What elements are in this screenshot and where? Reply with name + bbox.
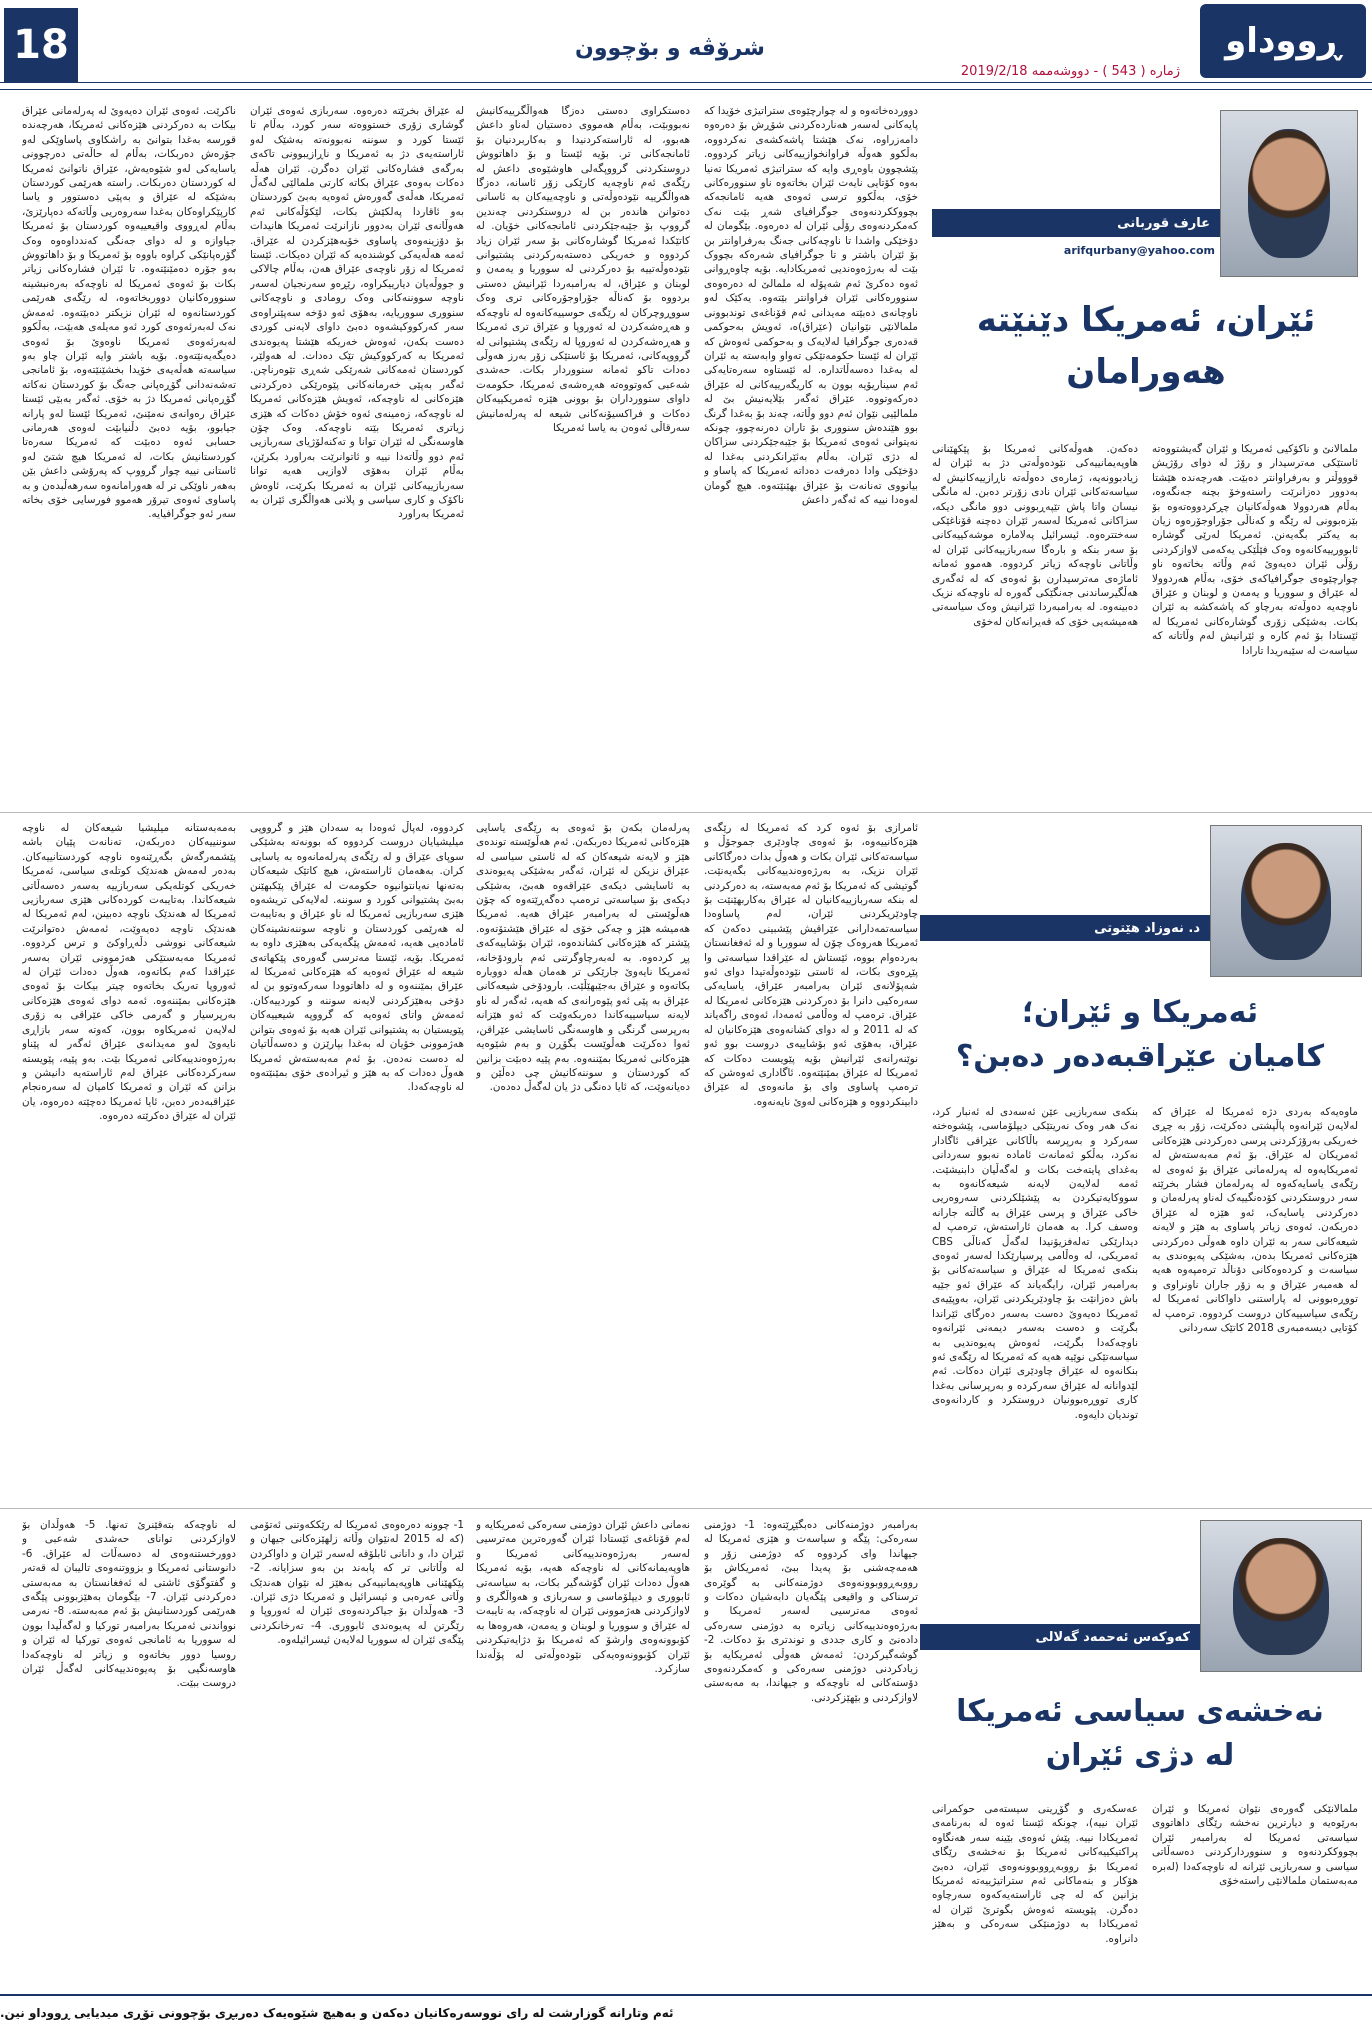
header-rule — [0, 82, 1372, 90]
author-photo — [1210, 825, 1362, 977]
author-email[interactable]: arifqurbany@yahoo.com — [1063, 244, 1215, 257]
author-face-icon — [1241, 843, 1331, 960]
footer-disclaimer — [0, 1994, 1372, 2030]
article-column: ملمالانێ و ناکۆکیی ئەمریکا و ئێران گەیشتووەتە ئاستێکی مەترسیدار و رۆژ لە دوای رۆژیش قوووڵتر و بەرفراوانتر دەبێت. هەرچەندە هێشتا بەدوور دەزانرێت راستەوخۆ بچنە جەنگەوە، بەڵام هەردوولا هەوڵەکانیان چڕکردووەتەوە بۆ بێزەبوونی لە رێگە و کەناڵی جۆراوجۆرەوە زیان بە یەکتر بگەیەنن. ئەمریکا لەرێی گوشارە ئابوورییەکانەوە وەک فێڵێکی یەکەمی لاوازکردنی رۆڵی ئێران دەیەوێ ئەم وڵاتە بخاتەوە ناو چوارچێوەی جوگرافیاکەی خۆی، بەڵام هەردوولا لە عێراق و سووریا و یەمەن و لوبنان و عێراق ناوچەیە دەوڵەتە بەرچاو کە پاشەکشە بە ئێران بکات. بەشێکی زۆری گوشارەکانی ئەمریکا لە ئێستادا بۆ ئەم کارە و ئێرانیش لەم وڵاتانە کە سیاسەت لە سێبەریدا تارادا — [1152, 443, 1358, 657]
headline-line-1: ئەمریکا و ئێران؛ — [1021, 995, 1259, 1030]
author-name: د. نەوزاد هێتوتی — [920, 915, 1210, 941]
headline-line-1: نەخشەی سیاسی ئەمریکا — [956, 1694, 1324, 1729]
article-column: بەمەبەستانە میلیشیا شیعەکان لە ناوچە سوننییەکان دەربکەن، تەنانەت پێیان باشە پێشمەرگەش بگەڕێنەوە ناوچە کوردستانییەکان. بەدەر لەمەش هەندێک کوتلەی سیاسی، ئەمریکا خەریکی کوتلەیکی سەربازییە بەسەر دەسەڵاتی شیعەکاندا. بەتایبەت کوردەکانی هێزی سەربازیی ئەمریکا لە هەندێک ناوچە دەبینن، لەم ئەمریکا لە هەندێک ناوچە دەیەوێت، ئەمەش دەتوانرێت شیعەکانی نووشی دڵەڕاوکێ و ترس کردووە. ئەمریکا مەبەستێکی هەژموونی ئێران بەسەر عێراقدا کەم بکاتەوە، هەوڵ دەدات ئێران لە ئەوروپا تەریک بخاتەوە چیتر بیکات بۆ ئەوەی هێزەکانی بمێننەوە. ئەمە دوای ئەوەی هێزەکانی بەرپرسیار و گەرمی خاکی عێراقی بە زۆری لەلایەن ئەمریکاوە بوون، کەوتە سەر بازاڕی نایەوێ لەو مەیدانەی عێراق ئەگەر لە پێناو بەرژەوەندییەکانی ئەمریکا بێت. بەو پێیە، پێویستە سەرکردەکانی عێراق لەم ئاراستەیە دانیشن و بزانن کە ئێران و ئەمریکا کامیان لە سەرەنجام عێراقبەدەر دەبن، ئایا ئەمریکا دەچێتە دەرەوە، یان ئێران لە عێراق دەکرێتە دەرەوە. — [22, 822, 236, 1123]
author-face-icon — [1233, 1538, 1329, 1655]
article-2 — [0, 815, 1372, 1505]
author-name: عارف قوربانی — [932, 209, 1220, 237]
article-column: ملمالانێکی گەورەی نێوان ئەمریکا و ئێران بەرێوەیە و دیارترین نەخشە رێگای داهاتووی سیاسەتی ئەمریکا لە بەرامبەر ئێران بچووککردنەوە و سنووردارکردنی دەسەڵاتی سیاسی و سەربازیی ئێرانە لە ناوچەکەدا (لەبرە مەبەستمان ملمالانێی راستەخۆی — [1152, 1803, 1358, 1888]
brand-logo — [1200, 4, 1366, 78]
article-column: بەرامبەر دوژمنەکانی دەبگێڕێتەوە: 1- دوژمنی سەرەکی: پێگە و سیاسەت و هێزی ئەمریکا لە جیهاندا وای کردووە کە دوژمنی زۆر و هەمەچەشنی بۆ پەیدا ببێ، ئەمریکاش بۆ رووبەڕووبوونەوەی دوژمنەکانی بە گوێرەی ترسناکی و واقیعی پێگەیان دابەشیان دەکات و ئەوەی مەترسیی لەسەر ئەمریکا و بەرژەوەندییەکانی زیاترە بە دوژمنی سەرەکی دادەنێ و کاری جددی و توندتری بۆ دەکات. 2- گوشەگیرکردن: ئەمەش هەوڵی ئەمریکایە بۆ زیادکردنی دوژمنی سەرەکی و کەمکردنەوەی دۆستەکانی لە ناوچەکە و جیهاندا، بە مەبەستی لاوازکردنی و بێهێزکردنی. — [704, 1519, 918, 1704]
article-column: پەرلەمان بکەن بۆ ئەوەی بە رێگەی یاسایی هێزەکانی ئەمریکا دەربکەن. ئەم هەڵوێستە توندەی هێز و لایەنە شیعەکان کە لە ئاستی سیاسی لە عێراق نزیکن لە ئێران، ئەگەر بەشێکی پەیوەندی بە ئاسایشی دیکەی عێراقەوە هەبێ، بەشێکی دیکەی بۆ سیاسەتی ترەمپ دەگەڕێتەوە کە چۆن هەڵوێستی لە بەرامبەر عێراق هەیە. ئەمریکا هەمیشە هێز و چەکی خۆی لە عێراق هێشتۆتەوە. پێشتر کە هێزەکانی کشاندەوە، ئێران بۆشاییەکەی پڕ کردەوە. بە لەبەرچاوگرتنی ئەم بارودۆخانە، ئەمریکا نایەوێ جارێکی تر هەمان هەڵە دووبارە بکاتەوە و عێراق بەجێبهێڵێت. بارودۆخی شیعەکانی عێراق بە پێی ئەو پێوەرانەی کە هەیە، ئەگەر لە ناو لایەنە سیاسییەکاندا دەربکەوێت کە ئەو هێزانە بەرپرسی گرنگی و هاوسەنگی ئاسایشی عێراقن، ئەوا دەکرێت هەڵوێست بگۆڕن و بەم شێوەیە هێزەکانی ئەمریکا بمێننەوە. بەم پێیە دەبێت بزانین کە کوردستان و سوننەکانیش چی دەڵێن و دەیانەوێت، کە ئایا دەنگی دژ یان لەگەڵ دەدەن. — [476, 822, 690, 1094]
article-column: ئامرازی بۆ ئەوە کرد کە ئەمریکا لە رێگەی هێزەکانییەوە، بۆ ئەوەی چاودێری جموجۆڵ و سیاسەتەکانی ئێران بکات و هەوڵ بدات دەرگاکانی ئێران نزیک، بە بەرژەوەندییەکانی بگەیەنێت. گوتیشی کە ئەمریکا بۆ ئەم مەبەستە، بە دەرکردنی لە بنکە سەربازییەکانیان لە عێراق بەکاربهێنێت بۆ چاودێریکردنی ئێران، لەم پاساوەدا سیاسەتمەدارانی عێراقیش پێشبینی دەکەن کە ئەمریکا هەروەک چۆن لە سووریا و لە ئەفغانستان بەردەوام بووە، ئێستاش لە عێراقدا سیاسەتی وا پێڕەوی بکات، لە ئاستی نێودەوڵەتیدا دوای ئەو شەپۆلانەی ئێران بەرامبەر عێراق، یاسایەکی سەرەکیی دانرا بۆ دەرکردنی هێزەکانی ئەمریکا لە عێراق. ترەمپ لە وەڵامی ئەمەدا، ئەوەی راگەیاند کە لە 2011 و لە دوای کشانەوەی هێزەکانیان لە عێراق، بەهۆی ئەو بۆشاییەی دروست بوو ئەو نوێنەرانەی ئێرانیش بۆیە پێویست دەکات کە ئەمریکا لە عێراق بمێنێتەوە. ئاگاداری ئەوەشن کە ترەمپ پاساوی وای بۆ مانەوەی لە عێراق دابینکردووە و هێزەکانی لەوێ نایەنەوە. — [704, 822, 918, 1108]
article-column: دەستکراوی دەستی دەزگا هەواڵگرییەکانیش نەبووبێت، بەڵام هەمووی دەستیان لەناو داعش هەبوو، لە ئاراستەکردنیدا و بەکاربردنیان بۆ ئامانجەکانی تر. بۆیە ئێستا و بۆ داهاتووش دروستکردنی گرووپگەلی هاوشێوەی داعش لە رێگەی ئەم ناوچەیە کارێکی زۆر ئاسانە، دەزگا هەواڵگرییە نێودەوڵەتی و ناوچەییەکان بە ئاسانی دەتوانن هاندەر بن لە دروستکردنی چەندین گرووپ بۆ جێبەجێکردنی ئامانجەکانی خۆیان. لە کاتێکدا ئەمریکا گوشارەکانی بۆ سەر ئێران زیاد کردووە و خەریکی دەستەبەرکردنی پشتیوانی نێودەوڵەتییە بۆ دەرکردنی لە سووریا و یەمەن و لوبنان و عێراق، لە بەرامبەردا ئێرانیش دەستی بردووە بۆ کەناڵە جۆراوجۆرەکانی تری وەک سووڕوچرکان لە رێگەی حوسییەکانەوە لە ناوچەکە و هەڕەشەکردن لە ئەوروپا و عێراق تری ئەمریکا و هەڕەشەکردن لە ئەوروپا لە رێگەی پشتیوانی لە گرووپەکانی، ئەمریکا بۆ ئاستێکی زۆر بەرز هەوڵی دەدات تاکو ئەمانە سنووردار بکات. حەشدی شەعبی کەوتووەتە هەڕەشەی ئەمریکا، حکومەت داوای سنوورداران بۆ بوونی هێزە ئەمریکییەکان دەکات و فراکسیۆنەکانی شیعە لە پەرلەمانیش سەرقاڵی ئەوەن بە یاسا ئەمریکا — [476, 105, 690, 434]
article-1 — [0, 92, 1372, 807]
headline-line-2: لە دژی ئێران — [1045, 1738, 1235, 1773]
section-divider — [0, 1508, 1372, 1509]
author-face-icon — [1248, 129, 1330, 258]
article-column: 1- چوونە دەرەوەی ئەمریکا لە رێککەوتنی ئەتۆمی (کە لە 2015 لەنێوان وڵاتە زلهێزەکانی جیهان و ئێران دا، و دانانی ئابلۆقە لەسەر ئێران و داواکردن لە وڵاتانی تر کە پابەند بن بەو سزایانە. 2- پێکهێنانی هاوپەیمانییەکی بەهێز لە نێوان هەندێک وڵاتی عەرەبی و ئیسرائیل و ئەمریکا دژی ئێران. 3- هەوڵدان بۆ جیاکردنەوەی ئێران لە ئەوروپا و رێگرتن لە پەیوەندی ئابووری. 4- تەرخانکردنی پێگەی ئێران لە سووریا لەلایەن ئیسرائیلەوە. — [250, 1519, 464, 1647]
author-name: کەوکەس ئەحمەد گەلالی — [920, 1624, 1200, 1650]
page-number: 18 — [4, 8, 78, 82]
headline-line-2: هەورامان — [1066, 352, 1226, 392]
article-column: ماوەیەکە بەردی دژە ئەمریکا لە عێراق کە لەلایەن ئێرانەوە پاڵپشتی دەکرێت، زۆر بە چڕی خەریکی بەرۆژکردنی پرسی دەرکردنی هێزەکانی ئەمریکان لە عێراق. بۆ ئەم مەبەستەش لە ئەمریکایەوە لە پەرلەمانی عێراق بۆ ئەوەی لە رێگەی یاسایەکەوە لە پەرلەمان فشار بخرێتە سەر دروستکردنی کۆدەنگییەک لەناو پەرلەمان و دەرکردنی یاسایەک، ئەو هێزە لە عێراق دەربکەن. ئەوەی زیاتر پاساوی بە هێز و لایەنە شیعەکانی سەر بە ئێران داوە هەوڵی دەرکردنی هێزەکانی ئەمریکا بدەن، بەشێکی پەیوەندی بە سیاسەت و کردەوەکانی دۆناڵد ترەمپەوە هەیە لە هەمبەر عێراق و بە زۆر جاران ناونراوی و تووڕەبوونی لە پاراستنی داواکانی ئەمریکا لە رێگەی سیاسییەکان دروست کردووە. ترەمپ لە کۆتایی دیسەمبەری 2018 کاتێک سەردانی — [1152, 1106, 1358, 1335]
page-header — [0, 0, 1372, 88]
article-3 — [0, 1512, 1372, 1990]
issue-info: ژمارە ( 543 ) - دووشەممە 2019/2/18 — [960, 64, 1180, 79]
disclaimer-text: ئەم وتارانە گوزارشت لە رای نووسەرەکانیان دەکەن و بەهیچ شێوەیەک دەربڕی بۆچوونی تۆڕی میدیایی ڕووداو نین. — [0, 2006, 674, 2020]
article-column: کردووە، لەپاڵ ئەوەدا بە سەدان هێز و گرووپی میلیشیایان دروست کردووە کە بوونەتە بەشێکی سوپای عێراق و لە رێگەی پەرلەمانەوە بە یاسایی کران. بەهەمان ئاراستەش، هیچ کاتێک شیعەکان بەتەنها نەیانتوانیوە حکومەت لە عێراق پێکبهێنن بەبێ پشتیوانی کورد و سوننە. لەلایەکی تریشەوە هێزی سەربازیی ئەمریکا لە ناو عێراق و بەتایبەت لە هەرێمی کوردستان و ناوچە سوننەنشینەکان ئامادەیی هەیە، ئەمەش پێگەیەکی بەهێزی داوە بە ئەمریکا. بۆیە، ئێستا مەترسی گەورەی پێکهاتەی شیعە لە عێراق ئەوەیە کە هێزەکانی ئەمریکا لە عێراق بمێننەوە و لە داهاتوودا سەرکەوتوو بن لە دۆخی بەهێزکردنی لایەنە سوننە و کوردییەکان. ئەمەش واتای ئەوەیە کە گرووپە شیعییەکان پێویستیان بە پشتیوانی ئێران هەیە بۆ ئەوەی بتوانن هەژموونی خۆیان لە بەغدا بپارێزن و دەسەڵاتیان لە دەست نەدەن. بۆ ئەم مەبەستەش ئەمریکا هەوڵ دەدات کە بە هێز و ئیرادەی خۆی بمێنێتەوە لە ناوچەکەدا. — [250, 822, 464, 1094]
author-photo — [1200, 1520, 1362, 1672]
article-column: دەکەن. هەوڵەکانی ئەمریکا بۆ پێکهێنانی هاوپەیمانییەکی نێودەوڵەتی دژ بە ئێران لە زیادبوونەیە، ژمارەی دەوڵەتە ناڕازییەکانیش لە سیاسەتەکانی ئێران نادی زۆرتر دەبن. لە مانگی نیسان واتا پاش تێپەڕبوونی دوو مانگی دیکە، سزاکانی ئەمریکا لەسەر ئێران دەچنە قۆناغێکی سەختترەوە. ئیسرائیل پەلامارە موشەکییەکانی بۆ سەر بنکە و بارەگا سەربازییەکانی ئێران لە وڵاتانی ناوچەکە زیاتر کردووە. هەموو ئەمانە ئاماژەی مەترسیدارن بۆ ئەوەی کە لە ئەگەری هەڵگیرساندنی جەنگێکی گەورە لە ناوچەکە نزیک دەبینەوە. لە بەرامبەردا ئێرانیش وەک سیاسەتی هەمیشەیی خۆی کە قەیرانەکان لەخۆی — [932, 443, 1138, 628]
section-divider — [0, 812, 1372, 813]
article-column: عەسکەری و گۆڕینی سیستەمی حوکمرانی ئێران نییە)، چونکە ئێستا ئەوە لە بەرنامەی ئەمریکادا نییە. پێش ئەوەی بێینە سەر هەنگاوە پراکتیکییەکانی ئەمریکا بۆ نەخشەی رێگای ئەمریکا بۆ رووبەڕووبوونەوەی ئێران، دەبێ هۆکار و بنەماکانی ئەم ستراتیژییەتە ئەمریکا بزانین کە لە چی ئاراستەیەکەوە سەرچاوە دەگرن. پێویستە ئەوەش بگوترێ ئێران لە ئەمریکادا بە دوژمنێکی سەرەکی و بەهێز دانراوە. — [932, 1803, 1138, 1945]
logo-text: ڕووداو — [1225, 21, 1341, 61]
article-column: لە عێراق بخرێتە دەرەوە. سەربازی ئەوەی ئێران گوشاری زۆری خستووەتە سەر کورد، بەڵام تا ئێستا کورد و سوننە نەبوونەتە بەشێک لەو ئاراستەیەی دژ بە ئەمریکا و ناڕازیبوونی تاکەی بەرگەی فشارەکانی ئێران دەگرن. ئێران هەڵە دەکات بەوەی عێراق بکاتە کارتی ملمالێی لەگەڵ ئەمریکا، هەڵەی گەورەش ئەوەیە بەبێ کوردستان بەو ئاقاردا پەلکێش بکات، لێکۆڵەکانی ئەم هەوڵانەی ئێران بەدوور نازانرێت ئەمریکا هانیدات بۆ دۆزینەوەی پاساوی خۆبەهێزکردن لە عێراق. ئەمە هەڵەیەکی کوشندەیە کە ئێران دەیکات. ئێستا ئەمریکا لە زۆر ناوچەی عێراق هەن، بەڵام چالاکی و جووڵەیان دیارییکراوە، رێڕەو سەرنجیان لەسەر ناوچە سووننەکانی وەک رومادی و ناوچەکانی سنووری سووریایە، بەهۆی ئەو دۆخە سەپێنراوەی سەر کەرکووکیشەوە دەبێ داوای لایەنی کوردی دەست بکەن، ئەوەش خەریکە هێشتا پەیوەندی ئەمریکا بە کەرکووکیش تێک دەدات. لە هەولێر، کوردستان ئەمەکانی شەرێکی شەڕی تێوەرناچن. ئەگەر بەپێی خەرمانەکانی پێوەرێکی دەرکردنی هێزەکانی لە ناوچەکە، ئەویش هێزەکانی ئەمریکا لە ناوچەکە، زەمینەی ئەوە خۆش دەکات کە هێزی زیاتری ئەمریکا بێتە ناوچەکە. وەک چۆن هاوسەنگی لە ئێران توانا و تەکنەلۆژیای سەربازیی ئەم دوو وڵاتەدا نییە و ئاتوانرێت بەراورد بکرێن، بەڵام ئێران بەهۆی لاوازیی هەیە توانا سەربازییەکانی ئێران بە ئەمریکا بکرێت، ئاوەش ناکۆک و کاری سیاسی و پلانی هەواڵگری ئێران بە ئەمریکا بەراورد — [250, 105, 464, 521]
headline-line-2: کامیان عێراقبەدەر دەبن؟ — [955, 1039, 1325, 1074]
article-column: بنکەی سەربازیی عێن ئەسەدی لە ئەنبار کرد، نەک هەر وەک نەریتێکی دیپلۆماسی، پێشوەختە سەرکرد و بەرپرسە باڵاکانی عێراقی ئاگادار نەکرد، بەڵکو ئەمانەت ئامادە نەبوو سەردانی بەغدای پایتەخت بکات و لەگەڵیان دابنیشێت. ئەمە لەلایەن لایەنە شیعەکانەوە بە سووکایەتیکردن بە پێشێلکردنی سەروەریی خاکی عێراق و پرسی عێراق بە گاڵتە جارانە وەسف کرا. بە هەمان ئاراستەش، ترەمپ لە دیدارێکی تەلەفزیۆنیدا لەگەڵ کەناڵی CBS ئەمریکی، لە وەڵامی پرسیارێکدا لەسەر ئەوەی بنکەی ئەمریکا لە عێراق و سیاسەتەکانی بۆ بەرامبەر ئێران، رایگەیاند کە عێراق ئەو جێیە باش دەزانێت بۆ چاودێریکردنی ئێران، بەوپێیەی ئەمریکا دەیەوێ دەست بەسەر دەرگای ئێراندا بگرێت و دەست بەسەر دیمەنی ئێرانەوە ناوچەکەدا بگرێت، ئەوەش پەیوەندیی بە سیاسەتێکی نوێیە هەیە کە ئەمریکا لە رێگەی ئەو بنکانەوە لە عێراق چاودێری ئێران دەکات. ئەم لێدوانانە لە عێراق سەرکردە و بەرپرسانی بەغدا کاری تووڕەبوونیان دروستکرد و کاردانەوەی توندیان دایەوە. — [932, 1106, 1138, 1421]
article-column: نەمانی داعش ئێران دوژمنی سەرەکی ئەمریکایە و لەم قۆناغەی ئێستادا ئێران گەورەترین مەترسیی لەسەر بەرژەوەندییەکانی ئەمریکا و هاوپەیمانەکانی لە ناوچەکە هەیە، بۆیە ئەمریکا هەوڵ دەدات ئێران گۆشەگیر بکات، بە سیاسەتی ئابووری و دیپلۆماسی و سەربازی و هەواڵگری و لاوازکردنی هەژموونی ئێران لە ناوچەکە، بە تایبەت لە عێراق و سووریا و لوبنان و یەمەن، هەروەها بە کۆبوونەوەی وارشۆ کە ئەمریکا بۆ دژایەتیکردنی ئێران کۆبوونەوەیەکی نێودەوڵەتی لە پۆڵەندا سازکرد. — [476, 1519, 690, 1676]
section-title: شرۆڤە و بۆچوون — [575, 36, 765, 61]
article-column: دووردەخاتەوە و لە چوارچێوەی ستراتیژی خۆیدا کە پایەکانی لەسەر هەناردەکردنی شۆڕش بۆ دەرەوە دامەزراوە، نەک هێشتا پاشەکشەی نەکردووە، بەڵکوو هەوڵە فراوانخوازییەکانی زیاتر کردووە. پێشچوون باوەڕی وایە کە ستراتیژی ئەمریکا تەنیا بەوە کۆتایی نایەت ئێران بخاتەوە ناو سنوورەکانی خۆی، بەڵکوو ترسی ئەوەی هەیە ئامانجەکە بچووککردنەوەی جوگرافیای شەڕ بێت نەک کەمکردنەوەی رۆڵی ئێران لە دەرەوە. بێگومان لە دۆخێکی واشدا تا ناوچەکانی جەنگ بەرفراوانتر بن بۆ ئێران باشتر و تا جوگرافیای شەرەکە بچووک بێت لە بەرژەوەندیی ئەمریکادایە. بۆیە چاوەڕوانی ئەوە دەکرێ ئەم شەپۆلە لە ملمالێ لە دەرەوەی سنوورەکانی ئێران فراوانتر بێتەوە. یەکێک لەو ناوچانەی دەبێتە مەیدانی ئەم قۆناغەی توندبوونی ملمالانێی نێوانیان (عێراق)ە، ئەویش بەحوکمی قەدەری جوگرافیا لەلایەک و بەحوکمی ئەوەش کە ئێران لە ئێستا حکومەتێکی تەواو وابەستە بە ئێران لە بەغدا دەسەڵاتدارە. لە ئێستاوە سەرەتایەکی ئەم سیناریۆیە بوون بە کاریگەرییەکانی لە عێراق دەرکەوتووە. عێراق ئەگەر بێلایەنیش بێ لە ملمالێیی نێوان ئەم دوو وڵاتە، چەند بۆ بەغدا گرنگ بوو هێندەش سنووری بۆ تاران دەرنەچوو، چونکە نەیتوانی ئەوەی ئەمریکا بۆ جێبەجێکردنی سزاکان لە دژی ئێران. بەڵام بەئێرانکردنی بەغدا لە دۆخێکی وادا دەرفەت دەداتە ئەمریکا کە پاساو و بیانووی تەنانەت بۆ عێراق بهێنێتەوە. هیچ گومان لەوەدا نییە کە ئەگەر داعش — [704, 105, 918, 506]
article-column: لە ناوچەکە بتەقێنرێ تەنها. 5- هەوڵدان بۆ لاوازکردنی توانای حەشدی شەعبی و دوورخستنەوەی لە دەسەڵات لە عێراق. 6- دانوستانی ئەمریکا و بزووتنەوەی تالیبان لە قەتەر و گفتوگۆی ئاشتی لە ئەفغانستان بە مەبەستی دەرکردنی ئێران. 7- بێگومان بەهێزبوونی پێگەی هەرێمی کوردستانیش بۆ ئەم مەبەستە. 8- نەرمی نوواندنی ئەمریکا بەرامبەر تورکیا و لەگەڵیدا بوون لە سووریا بە ئامانجی ئەوەی تورکیا لە ئێران و روسیا دوور بخاتەوە و زیاتر لە ناوچەکەدا هاوسەنگیی بۆ پەیوەندییەکانی لەگەڵ ئێران دروست ببێت. — [22, 1519, 236, 1690]
headline-line-1: ئێران، ئەمریکا دێنێتە — [976, 300, 1316, 340]
article-column: ناکرێت. ئەوەی ئێران دەیەوێ لە پەرلەمانی عێراق بیکات بە دەرکردنی هێزەکانی ئەمریکا، هەرچەندە قورسە بەغدا بتوانێ بە راشکاوی پاساوێکی لەو جۆرەش دەربکات، بەڵام لە حاڵەتی دەرچوونی یاسایەکی لەو شێوەیەش، عێراق ناتوانێ ئەمریکا لە کوردستان دەربکات. راستە هەرێمی کوردستان بەشێکە لە عێراق و بەپێی دەستوور و یاسا کارپێکراوەکان بەغدا سەروەریی وڵاتەکە دەپارێزێ، بەڵام لەڕووی واقیعییەوە کوردستان بۆ ئەمریکا جیاوازە و لە دوای جەنگی کەندداوەوە وەک گۆرەپانێکی کراوە باووە بۆ ئەمریکا و بۆ داهاتووش بەو جۆرە دەمێنێتەوە. تا ئێران فشارەکانی زیاتر بکات بۆ ئەوەی ئەمریکا لە ناوچەکە بەرەنبشینە سنوورەکانیان دووربخاتەوە، لە رێگەی هەرێمی کوردستانەوە لە ئێران نزیکتر دەبێتەوە. ئەمەش نەک لەبەرئەوەی کورد ئەو مەیلەی هەبێت، بەڵکوو لەبەرئەوەی ئەمریکا ناوەوێ بۆ ئەوەی دەیگەیەنێتەوە. بۆیە باشتر وایە ئێران چاو بەو سیاسەتە هەڵەیەی خۆیدا بخشێنێتەوە، بۆ ئامانجی تەشەنەدانی گۆڕەپانی جەنگ بۆ کوردستان نەکاتە گۆڕەپانی ئەمریکا دژ بە خۆی. ئەگەر بەبێی ئێستا عێراق رەوانەی نەمێنێ، ئەمریکا ئێستا لەو پارانە جیابوو، بۆیە دەبێ دڵنیابێت لەوەی هەرمانی حسابی ئەوە دەبێت کە ئەمریکا سەرەتا کوردستانیش بکات، لە ئەمریکا هیچ شتێ لەو ئاستانی نییە چوار گرووپ کە پەرۆشی داعش بێن بەهەر ناوێکی تر لە هەورامانەوە سەرهەڵبدەن و بە پاساوی ئەوەی تیرۆر هەموو فورسایی خۆی بخاتە سەر ئەو جوگرافیایە. — [22, 105, 236, 521]
author-photo — [1220, 110, 1358, 277]
